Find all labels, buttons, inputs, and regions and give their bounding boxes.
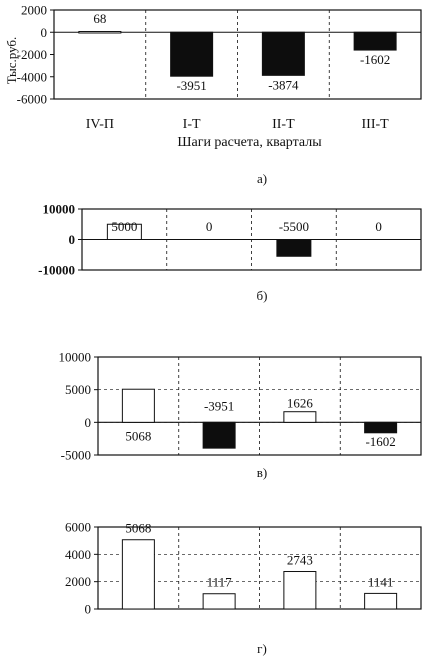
- chart-2-bar-3: [365, 422, 397, 432]
- chart-3-caption: г): [257, 641, 267, 656]
- chart-0-ytick-label: -2000: [16, 47, 47, 62]
- chart-0-ytick-label: -6000: [16, 91, 47, 107]
- chart-0-category-label: I-Т: [182, 117, 201, 132]
- chart-0-category-label: II-Т: [272, 117, 295, 132]
- chart-0-ytick-label: -4000: [16, 69, 47, 85]
- chart-1-bar-2: [277, 240, 311, 257]
- chart-0-ytick-label: 0: [40, 24, 47, 40]
- chart-1-data-label: 5000: [111, 219, 138, 234]
- chart-0-data-label: -1602: [359, 52, 391, 68]
- chart-2-ytick-label: 10000: [58, 349, 91, 365]
- chart-3-bar-3: [365, 593, 397, 609]
- chart-0-y-axis-title: Тыс.руб.: [4, 36, 19, 85]
- chart-0-bar-0: [79, 31, 121, 33]
- chart-2-bar-0: [122, 389, 154, 422]
- chart-0-bar-3: [354, 32, 396, 50]
- chart-0-data-label: -3874: [268, 77, 299, 93]
- chart-1-data-label: 0: [205, 219, 213, 234]
- chart-0-x-axis-title: Шаги расчета, кварталы: [177, 135, 322, 150]
- chart-1-caption: б): [256, 288, 268, 303]
- chart-2-bar-2: [284, 412, 316, 423]
- chart-1-ytick-label: 0: [68, 232, 75, 247]
- chart-0-data-label: 68: [93, 11, 107, 26]
- chart-3-bar-1: [203, 594, 235, 609]
- chart-0-bar-2: [262, 32, 304, 75]
- chart-3-data-label: 5068: [125, 520, 152, 536]
- chart-2-ytick-label: -5000: [60, 447, 91, 463]
- chart-3-bar-0: [122, 540, 154, 609]
- chart-3-data-label: 1141: [367, 574, 394, 590]
- chart-2-data-label: -3951: [203, 398, 235, 414]
- chart-1-ytick-label: -10000: [38, 262, 75, 278]
- chart-1-ytick-label: 10000: [42, 201, 75, 217]
- chart-0-bar-1: [171, 32, 213, 76]
- chart-3-data-label: 1117: [206, 574, 232, 590]
- chart-1-data-label: -5500: [278, 219, 310, 234]
- chart-2-data-label: 5068: [125, 428, 152, 444]
- chart-2-ytick-label: 5000: [65, 382, 91, 398]
- chart-0-category-label: IV-П: [85, 117, 115, 132]
- chart-3-bar-2: [284, 572, 316, 609]
- chart-0-ytick-label: 2000: [21, 2, 47, 18]
- chart-3-ytick-label: 2000: [65, 574, 91, 590]
- chart-0-category-label: III-Т: [361, 117, 389, 132]
- chart-3-ytick-label: 4000: [65, 546, 91, 562]
- chart-2-caption: в): [256, 465, 268, 480]
- chart-3-ytick-label: 0: [84, 601, 91, 617]
- chart-0-data-label: -3951: [176, 78, 207, 94]
- chart-1-data-label: 0: [375, 219, 382, 234]
- chart-2-ytick-label: 0: [84, 414, 91, 430]
- chart-2-data-label: -1602: [365, 433, 396, 449]
- chart-3-data-label: 2743: [286, 552, 313, 568]
- chart-0-caption: а): [256, 171, 268, 186]
- chart-2-data-label: 1626: [286, 395, 313, 411]
- chart-3-ytick-label: 6000: [65, 519, 91, 535]
- chart-2-bar-1: [203, 422, 235, 448]
